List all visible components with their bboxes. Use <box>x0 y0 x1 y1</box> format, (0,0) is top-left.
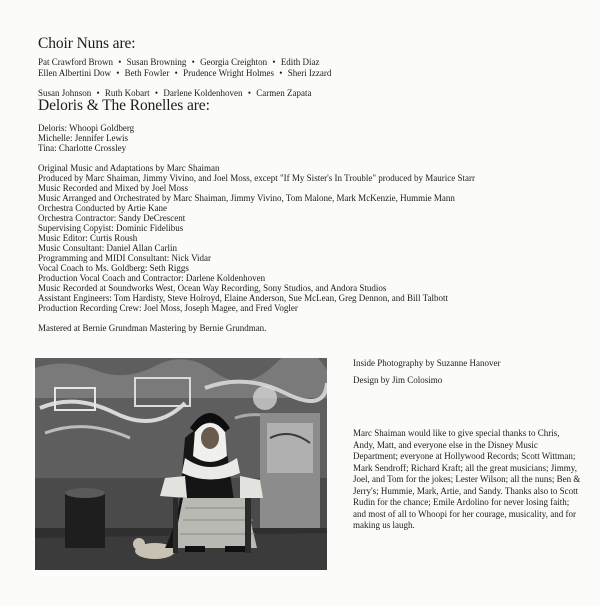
separator-dot: • <box>191 57 195 67</box>
credit-line: Production Vocal Coach and Contractor: Darlene Koldenhoven <box>38 273 266 283</box>
nun-name: Sheri Izzard <box>287 68 332 78</box>
nun-name: Pat Crawford Brown <box>38 57 113 67</box>
nun-name: Carmen Zapata <box>256 88 312 98</box>
separator-dot: • <box>174 68 178 78</box>
credit-line: Music Recorded and Mixed by Joel Moss <box>38 183 188 193</box>
nun-name: Edith Diaz <box>280 57 320 67</box>
credit-line: Production Recording Crew: Joel Moss, Joseph Magee, and Fred Vogler <box>38 303 298 313</box>
separator-dot: • <box>96 88 100 98</box>
nun-name: Susan Browning <box>126 57 187 67</box>
credit-line: Music Recorded at Soundworks West, Ocean Way Recording, Sony Studios, and Andora Studios <box>38 283 387 293</box>
credit-line: Produced by Marc Shaiman, Jimmy Vivino, and Joel Moss, except "If My Sister's In Trouble" produced by Maurice Starr <box>38 173 475 183</box>
choir-nuns-heading: Choir Nuns are: <box>38 35 136 52</box>
credit-line: Orchestra Conducted by Artie Kane <box>38 203 167 213</box>
separator-dot: • <box>116 68 120 78</box>
credit-line: Original Music and Adaptations by Marc Shaiman <box>38 163 220 173</box>
nun-name: Darlene Koldenhoven <box>163 88 243 98</box>
credit-line: Programming and MIDI Consultant: Nick Vidar <box>38 253 212 263</box>
nun-photograph <box>35 358 327 570</box>
cast-tina: Tina: Charlotte Crossley <box>38 143 127 153</box>
design-credit: Design by Jim Colosimo <box>353 375 443 385</box>
credit-line: Orchestra Contractor: Sandy DeCrescent <box>38 213 186 223</box>
separator-dot: • <box>279 68 283 78</box>
separator-dot: • <box>154 88 159 98</box>
nun-name: Georgia Creighton <box>200 57 268 67</box>
nun-names-row-1 <box>38 57 320 68</box>
separator-dot: • <box>272 57 276 67</box>
special-thanks: Marc Shaiman would like to give special thanks to Chris, Andy, Matt, and everyone else in the Disney Music Department; everyone at Hollywood Records; Scott Wittman; Mark Sendroff; Richard Kraft; all the great musicians; Jimmy, Joel, and Tom for the jokes; Lester Wilson; all the nuns; Ben & Jerry's; Hummie, Mark, Artie, and Sandy. Thanks also to Scott Rudin for the chance; Emile Ardolino for never losing faith; and most of all to Whoopi for her courage, musicality, and for making us laugh. <box>353 428 581 530</box>
photography-credit: Inside Photography by Suzanne Hanover <box>353 358 501 368</box>
ronelles-heading: Deloris & The Ronelles are: <box>38 97 210 114</box>
nun-name: Susan Johnson <box>38 88 92 98</box>
credit-line: Music Arranged and Orchestrated by Marc Shaiman, Jimmy Vivino, Tom Malone, Mark McKenzie, Hummie Mann <box>38 193 455 203</box>
credit-line: Vocal Coach to Ms. Goldberg: Seth Riggs <box>38 263 189 273</box>
cast-michelle: Michelle: Jennifer Lewis <box>38 133 128 143</box>
separator-dot: • <box>118 57 122 67</box>
credit-line: Supervising Copyist: Dominic Fidelibus <box>38 223 184 233</box>
credit-line: Music Editor: Curtis Roush <box>38 233 138 243</box>
nun-name: Prudence Wright Holmes <box>183 68 275 78</box>
credit-line: Music Consultant: Daniel Allan Carlin <box>38 243 177 253</box>
cast-deloris: Deloris: Whoopi Goldberg <box>38 123 135 133</box>
separator-dot: • <box>247 88 251 98</box>
nun-name: Ellen Albertini Dow <box>38 68 111 78</box>
credit-line: Assistant Engineers: Tom Hardisty, Steve Holroyd, Elaine Anderson, Sue McLean, Greg Dennon, and Bill Talbott <box>38 293 449 303</box>
nun-name: Ruth Kobart <box>104 88 150 98</box>
mastered-credit: Mastered at Bernie Grundman Mastering by Bernie Grundman. <box>38 323 267 333</box>
nun-name: Beth Fowler <box>124 68 170 78</box>
nun-names-row-2 <box>38 68 331 79</box>
